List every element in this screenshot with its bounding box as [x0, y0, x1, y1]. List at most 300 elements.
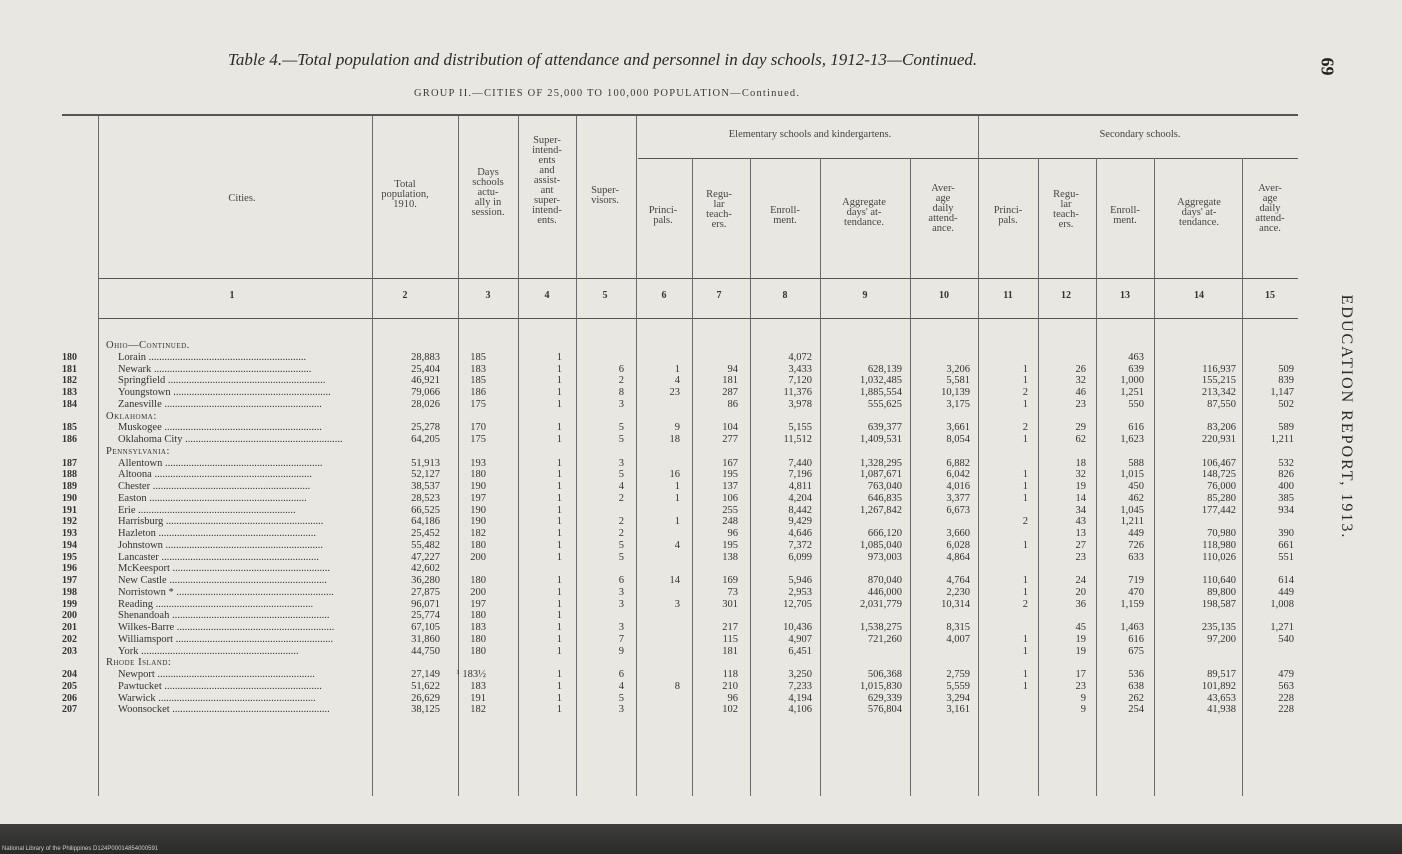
cell-c3: 180: [470, 610, 486, 622]
city-name: Norristown * ............................................................: [118, 586, 334, 598]
row-number: 197: [62, 575, 77, 586]
cell-c11: 1: [1022, 434, 1028, 445]
cell-c2: 51,622: [411, 680, 440, 692]
row-number: 199: [62, 598, 77, 610]
header-line: Aggregate: [842, 197, 886, 208]
city-name: Oklahoma City ............................................................: [118, 434, 343, 445]
header-line: Total: [394, 179, 416, 190]
cell-c7: 104: [722, 422, 738, 434]
cell-c8: 5,946: [788, 575, 812, 586]
header-line: population,: [381, 189, 429, 200]
table-row: [62, 422, 1302, 433]
cell-c4: 1: [556, 586, 562, 598]
cell-c2: 27,149: [411, 669, 440, 680]
state-name: Pennsylvania:: [106, 445, 170, 457]
cell-c2: 51,913: [411, 457, 440, 469]
header-line: ents.: [537, 215, 557, 226]
state-name: Rhode Island:: [106, 657, 172, 669]
cell-c7: 277: [722, 434, 738, 445]
cell-c15: 661: [1278, 539, 1294, 551]
cell-c11: 1: [1022, 669, 1028, 680]
cell-c9: 2,031,779: [860, 598, 902, 610]
cell-c2: 64,205: [411, 434, 440, 445]
cell-c14: 106,467: [1201, 457, 1236, 469]
cell-c7: 118: [722, 669, 738, 680]
city-name: Altoona ............................................................: [118, 469, 312, 481]
city-name: Williamsport ............................................................: [118, 633, 334, 645]
cell-c10: 10,139: [941, 387, 970, 398]
header-line: attend-: [1255, 213, 1285, 224]
cell-c9: 1,015,830: [860, 680, 902, 692]
cell-c7: 138: [722, 551, 738, 563]
cell-c2: 66,525: [411, 504, 440, 516]
cell-c9: 1,267,842: [860, 504, 902, 516]
cell-c10: 3,175: [946, 398, 970, 410]
cell-c3: 190: [470, 516, 486, 528]
cell-c15: 509: [1278, 363, 1294, 375]
cell-c13: 470: [1128, 586, 1144, 598]
cell-c12: 36: [1075, 598, 1086, 610]
cell-c8: 9,429: [788, 516, 812, 528]
table-row: [62, 681, 1302, 692]
cell-c2: 28,523: [411, 492, 440, 504]
cell-c3: 190: [470, 481, 486, 492]
cell-c4: 1: [556, 551, 562, 563]
city-name: York ............................................................: [118, 645, 299, 657]
header-population: [370, 180, 440, 210]
cell-c7: 255: [722, 504, 738, 516]
cell-c14: 148,725: [1201, 469, 1236, 481]
header-el-average: [910, 184, 976, 234]
cell-c6: 1: [674, 363, 680, 375]
row-number: 194: [62, 539, 77, 551]
cell-c9: 721,260: [867, 633, 902, 645]
cell-c15: 228: [1278, 704, 1294, 716]
cell-c6: 3: [674, 598, 680, 610]
cell-c2: 31,860: [411, 633, 440, 645]
group-rule: [638, 158, 1298, 159]
cell-c14: 118,980: [1202, 539, 1236, 551]
row-number: 203: [62, 645, 77, 657]
cell-c7: 137: [722, 481, 738, 492]
header-line: daily: [1259, 203, 1281, 214]
cell-c2: 25,404: [411, 363, 440, 375]
cell-c4: 1: [556, 516, 562, 528]
cell-c4: 1: [556, 481, 562, 492]
cell-c5: 6: [618, 575, 624, 586]
cell-c3: 182: [470, 528, 486, 539]
cell-c15: 385: [1278, 492, 1294, 504]
cell-c3: 182: [470, 704, 486, 716]
city-name: Erie ............................................................: [118, 504, 296, 516]
header-line: ant: [540, 185, 554, 196]
cell-c5: 5: [618, 692, 624, 704]
cell-c7: 167: [722, 457, 738, 469]
cell-c3: 175: [470, 434, 486, 445]
cell-c2: 44,750: [411, 645, 440, 657]
cell-c6: 23: [669, 387, 680, 398]
header-line: Enroll-: [770, 205, 800, 216]
table-subtitle: GROUP II.—CITIES OF 25,000 TO 100,000 POPULATION—Continued.: [414, 88, 801, 99]
cell-c7: 210: [722, 680, 738, 692]
table-row: [62, 610, 1302, 621]
cell-c10: 10,314: [941, 598, 970, 610]
column-number: 15: [1265, 290, 1275, 301]
cell-c12: 27: [1075, 539, 1086, 551]
table-row: [62, 669, 1302, 680]
header-line: Super-: [591, 185, 619, 196]
cell-c2: 26,629: [411, 692, 440, 704]
cell-c12: 26: [1075, 363, 1086, 375]
row-number: 204: [62, 669, 77, 680]
cell-c15: 400: [1278, 481, 1294, 492]
cell-c14: 213,342: [1201, 387, 1236, 398]
column-number: 9: [862, 290, 868, 301]
cell-c13: 719: [1128, 575, 1144, 586]
header-line: Super-: [533, 135, 561, 146]
city-name: Harrisburg ............................................................: [118, 516, 324, 528]
cell-c15: 589: [1278, 422, 1294, 434]
header-line: days' at-: [1181, 207, 1217, 218]
cell-c12: 19: [1075, 633, 1086, 645]
header-line: ers.: [711, 219, 727, 230]
header-sec-principals: [980, 206, 1036, 226]
table-top-rule: [62, 114, 1298, 116]
cell-c13: 1,159: [1120, 598, 1144, 610]
cell-c9: 639,377: [867, 422, 902, 434]
column-number: 3: [485, 290, 491, 301]
cell-c8: 3,250: [788, 669, 812, 680]
cell-c10: 3,660: [946, 528, 970, 539]
cell-c6: 18: [669, 434, 680, 445]
cell-c6: 8: [674, 680, 680, 692]
cell-c2: 27,875: [411, 586, 440, 598]
cell-c3: 197: [470, 598, 486, 610]
city-name: Chester ............................................................: [118, 481, 311, 492]
cell-c8: 3,978: [788, 398, 812, 410]
header-line: actu-: [477, 187, 499, 198]
page-number: 69: [1317, 57, 1338, 76]
cell-c12: 19: [1075, 645, 1086, 657]
column-number: 13: [1120, 290, 1130, 301]
row-number: 183: [62, 387, 77, 398]
row-number: 188: [62, 469, 77, 481]
cell-c10: 4,016: [946, 481, 970, 492]
table-row: [62, 352, 1302, 363]
cell-c14: 43,653: [1207, 692, 1236, 704]
cell-c10: 3,161: [946, 704, 970, 716]
cell-c15: 532: [1278, 457, 1294, 469]
cell-c8: 11,376: [783, 387, 812, 398]
cell-c5: 6: [618, 363, 624, 375]
cell-c4: 1: [556, 680, 562, 692]
cell-c7: 86: [727, 398, 738, 410]
cell-c8: 12,705: [783, 598, 812, 610]
cell-c5: 2: [618, 516, 624, 528]
cell-c9: 1,409,531: [860, 434, 902, 445]
header-line: age: [935, 193, 951, 204]
running-head: EDUCATION REPORT, 1913.: [1338, 294, 1355, 540]
cell-c2: 67,105: [411, 622, 440, 633]
cell-c7: 96: [727, 692, 738, 704]
header-line: schools: [472, 177, 504, 188]
cell-c2: 36,280: [411, 575, 440, 586]
cell-c11: 1: [1022, 398, 1028, 410]
header-line: teach-: [1053, 209, 1079, 220]
cell-c13: 449: [1128, 528, 1144, 539]
cell-c4: 1: [556, 610, 562, 622]
cell-c12: 32: [1075, 469, 1086, 481]
cell-c7: 106: [722, 492, 738, 504]
column-number: 10: [939, 290, 949, 301]
cell-c4: 1: [556, 539, 562, 551]
city-name: McKeesport ............................................................: [118, 563, 331, 575]
cell-c8: 4,204: [788, 492, 812, 504]
cell-c4: 1: [556, 351, 562, 363]
cell-c2: 25,774: [411, 610, 440, 622]
cell-c2: 25,452: [411, 528, 440, 539]
cell-c13: 262: [1128, 692, 1144, 704]
data-table: [62, 114, 1302, 796]
cell-c13: 536: [1128, 669, 1144, 680]
cell-c14: 155,215: [1201, 375, 1236, 387]
cell-c3: 190: [470, 504, 486, 516]
header-line: pals.: [653, 215, 673, 226]
row-number: 207: [62, 704, 77, 716]
cell-c7: 301: [722, 598, 738, 610]
row-number: 192: [62, 516, 77, 528]
cell-c11: 1: [1022, 481, 1028, 492]
cell-c8: 3,433: [788, 363, 812, 375]
table-row: [62, 693, 1302, 704]
header-line: 1910.: [393, 199, 417, 210]
cell-c11: 1: [1022, 469, 1028, 481]
cell-c10: 8,054: [946, 434, 970, 445]
cell-c5: 4: [618, 680, 624, 692]
header-el-principals: [636, 206, 690, 226]
cell-c15: 614: [1278, 575, 1294, 586]
city-name: Lancaster ............................................................: [118, 551, 319, 563]
cell-c14: 110,640: [1202, 575, 1236, 586]
city-name: Zanesville ............................................................: [118, 398, 322, 410]
cell-c11: 1: [1022, 680, 1028, 692]
cell-c15: 826: [1278, 469, 1294, 481]
header-line: tendance.: [1179, 217, 1219, 228]
header-line: intend-: [532, 205, 562, 216]
cell-c8: 6,451: [788, 645, 812, 657]
cell-c12: 46: [1075, 387, 1086, 398]
table-row: [62, 458, 1302, 469]
cell-c15: 502: [1278, 398, 1294, 410]
cell-c8: 8,442: [788, 504, 812, 516]
cell-c15: 839: [1278, 375, 1294, 387]
cell-c11: 1: [1022, 633, 1028, 645]
cell-c9: 1,328,295: [860, 457, 902, 469]
cell-c10: 6,882: [946, 457, 970, 469]
cell-c5: 2: [618, 375, 624, 387]
cell-c9: 576,804: [867, 704, 902, 716]
state-heading-row: [62, 446, 1302, 457]
cell-c4: 1: [556, 704, 562, 716]
cell-c15: 228: [1278, 692, 1294, 704]
cell-c11: 2: [1022, 387, 1028, 398]
cell-c14: 87,550: [1207, 398, 1236, 410]
cell-c9: 446,000: [867, 586, 902, 598]
table-row: [62, 563, 1302, 574]
header-line: pals.: [998, 215, 1018, 226]
cell-c3: 175: [470, 398, 486, 410]
header-secondary-group: Secondary schools.: [1099, 129, 1181, 140]
cell-c4: 1: [556, 469, 562, 481]
city-name: Easton ............................................................: [118, 492, 307, 504]
row-number: 182: [62, 375, 77, 387]
row-number: 180: [62, 351, 77, 363]
cell-c4: 1: [556, 363, 562, 375]
cell-c5: 9: [618, 645, 624, 657]
city-name: Warwick ............................................................: [118, 692, 316, 704]
row-number: 202: [62, 633, 77, 645]
row-number: 198: [62, 586, 77, 598]
header-el-aggregate: [818, 198, 910, 228]
cell-c9: 506,368: [867, 669, 902, 680]
state-heading-row: [62, 340, 1302, 351]
header-line: Enroll-: [1110, 205, 1140, 216]
cell-c5: 3: [618, 457, 624, 469]
header-elementary-group: Elementary schools and kindergartens.: [728, 129, 892, 140]
cell-c10: 3,206: [946, 363, 970, 375]
state-heading-row: [62, 411, 1302, 422]
cell-c2: 28,026: [411, 398, 440, 410]
city-name: Pawtucket ............................................................: [118, 680, 322, 692]
row-number: 195: [62, 551, 77, 563]
cell-c7: 73: [727, 586, 738, 598]
city-name: Shenandoah ............................................................: [118, 610, 330, 622]
cell-c13: 1,211: [1120, 516, 1144, 528]
cell-c10: 4,007: [946, 633, 970, 645]
cell-c7: 169: [722, 575, 738, 586]
header-line: assist-: [533, 175, 561, 186]
cell-c8: 4,072: [788, 351, 812, 363]
city-name: Newark ............................................................: [118, 363, 312, 375]
header-sec-teachers: [1038, 190, 1094, 230]
cell-c3: 180: [470, 539, 486, 551]
row-number: 206: [62, 692, 77, 704]
cell-c15: 563: [1278, 680, 1294, 692]
cell-c6: 14: [669, 575, 680, 586]
cell-c13: 1,045: [1120, 504, 1144, 516]
header-line: ers.: [1058, 219, 1074, 230]
cell-c11: 1: [1022, 363, 1028, 375]
cell-c4: 1: [556, 669, 562, 680]
cell-c12: 19: [1075, 481, 1086, 492]
cell-c7: 287: [722, 387, 738, 398]
cell-c8: 7,233: [788, 680, 812, 692]
cell-c7: 181: [722, 375, 738, 387]
cell-c14: 97,200: [1207, 633, 1236, 645]
cell-c2: 55,482: [411, 539, 440, 551]
cell-c10: 6,042: [946, 469, 970, 481]
row-number: 196: [62, 563, 77, 575]
cell-c15: 449: [1278, 586, 1294, 598]
cell-c8: 4,907: [788, 633, 812, 645]
cell-c11: 1: [1022, 375, 1028, 387]
column-number: 5: [602, 290, 608, 301]
header-line: Princi-: [648, 205, 678, 216]
cell-c3: 197: [470, 492, 486, 504]
cell-c13: 639: [1128, 363, 1144, 375]
city-name: New Castle ............................................................: [118, 575, 327, 586]
cell-c8: 6,099: [788, 551, 812, 563]
cell-c12: 24: [1075, 575, 1086, 586]
cell-c15: 934: [1278, 504, 1294, 516]
cell-c9: 1,538,275: [860, 622, 902, 633]
column-number: 14: [1194, 290, 1204, 301]
header-line: teach-: [706, 209, 732, 220]
cell-c9: 629,339: [867, 692, 902, 704]
header-cities: Cities.: [228, 193, 256, 204]
cell-c3: 185: [470, 351, 486, 363]
cell-c11: 1: [1022, 539, 1028, 551]
cell-c2: 79,066: [411, 387, 440, 398]
cell-c12: 23: [1075, 398, 1086, 410]
table-row: [62, 528, 1302, 539]
scan-credit: National Library of the Philippines D124P00014854000591: [2, 846, 159, 852]
cell-c7: 102: [722, 704, 738, 716]
table-row: [62, 575, 1302, 586]
cell-c5: 8: [618, 387, 624, 398]
cell-c6: 4: [674, 539, 680, 551]
header-sec-enrollment: [1096, 206, 1154, 226]
cell-c13: 616: [1128, 633, 1144, 645]
cell-c8: 4,646: [788, 528, 812, 539]
cell-c12: 13: [1075, 528, 1086, 539]
cell-c12: 14: [1075, 492, 1086, 504]
table-row: [62, 540, 1302, 551]
row-number: 181: [62, 363, 77, 375]
cell-c14: 76,000: [1207, 481, 1236, 492]
cell-c2: 47,227: [411, 551, 440, 563]
table-row: [62, 375, 1302, 386]
cell-c8: 11,512: [783, 434, 812, 445]
cell-c4: 1: [556, 575, 562, 586]
column-number: 7: [716, 290, 722, 301]
cell-c5: 3: [618, 598, 624, 610]
cell-c14: 116,937: [1202, 363, 1236, 375]
cell-c11: 1: [1022, 575, 1028, 586]
cell-c2: 96,071: [411, 598, 440, 610]
cell-c10: 3,661: [946, 422, 970, 434]
cell-c12: 29: [1075, 422, 1086, 434]
cell-c14: 85,280: [1207, 492, 1236, 504]
cell-c8: 4,811: [788, 481, 812, 492]
cell-c12: 20: [1075, 586, 1086, 598]
cell-c13: 1,251: [1120, 387, 1144, 398]
cell-c8: 7,120: [788, 375, 812, 387]
table-row: [62, 505, 1302, 516]
cell-c15: 1,008: [1270, 598, 1294, 610]
table-row: [62, 516, 1302, 527]
cell-c14: 89,517: [1207, 669, 1236, 680]
table-row: [62, 387, 1302, 398]
row-number: 189: [62, 481, 77, 492]
header-line: ance.: [1259, 223, 1281, 234]
state-heading-row: [62, 657, 1302, 668]
row-number: 187: [62, 457, 77, 469]
table-row: [62, 434, 1302, 445]
cell-c9: 1,085,040: [860, 539, 902, 551]
cell-c5: 3: [618, 704, 624, 716]
table-row: [62, 704, 1302, 715]
